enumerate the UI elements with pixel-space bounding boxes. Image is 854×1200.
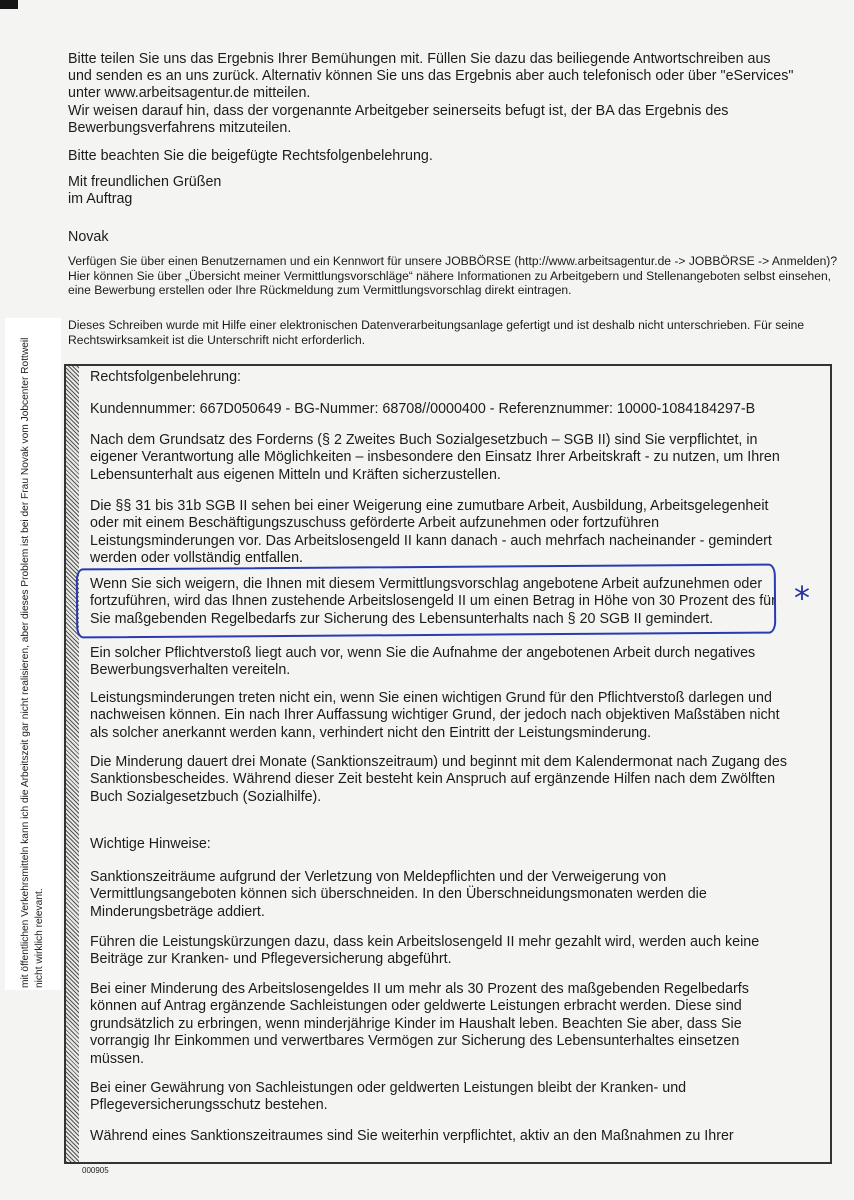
para-arbeitgeber-befugt: Wir weisen darauf hin, dass der vorgenannte Arbeitgeber seinerseits befugt ist, der BA das Ergebnis des Bewerbungsverfahrens mitzuteilen. [68, 103, 729, 137]
signature-name: Novak [68, 229, 109, 245]
side-note-text: mit öffentlichen Verkehrsmitteln kann ich die Arbeitszeit gar nicht realisieren, aber dieses Problem ist bei der Frau Novak vom Jobcenter Rottweil nicht wirklich relevant. [20, 337, 45, 988]
hinweis-versicherungsschutz: Bei einer Gewährung von Sachleistungen oder geldwerten Leistungen bleibt der Kranken- und Pflegeversicherungsschutz bestehen. [90, 1080, 687, 1114]
jobboerse-info: Verfügen Sie über einen Benutzernamen und ein Kennwort für unsere JOBBÖRSE (http://www.arbeitsagentur.de -> JOBBÖRSE -> Anmelden)? Hier können Sie über „Übersicht meiner Vermittlungsvorschläge“ nähere Informationen zu Arbeitgebern und Stellenangeboten selbst einsehen, eine Bewerbung erstellen oder Ihre Rückmeldung zum Vermittlungsvorschlag direkt eintragen. [68, 254, 838, 297]
closing-auftrag: im Auftrag [68, 191, 133, 207]
handwritten-highlight-box [76, 564, 776, 639]
hinweise-title: Wichtige Hinweise: [90, 836, 211, 852]
hatched-margin [66, 366, 79, 1162]
box-para-wichtiger-grund: Leistungsminderungen treten nicht ein, wenn Sie einen wichtigen Grund für den Pflichtverstoß darlegen und nachweisen können. Ein nach Ihrer Auffassung wichtiger Grund, der jedoch nach objektiven Maßstäben nicht als solcher anerkannt werden kann, verhindert nicht den Eintritt der Leistungsminderung. [90, 690, 780, 741]
customer-ids: Kundennummer: 667D050649 - BG-Nummer: 68708//0000400 - Referenznummer: 10000-1084184297-B [90, 401, 756, 417]
box-para-paragraphen: Die §§ 31 bis 31b SGB II sehen bei einer Weigerung eine zumutbare Arbeit, Ausbildung, Arbeitsgelegenheit oder mit einem Beschäftigungszuschuss geförderte Arbeit aufzunehmen oder fortzuführen Leistungsminderungen vor. Das Arbeitslosengeld II kann danach - auch mehrfach nacheinander - gemindert werden oder vollständig entfallen. [90, 498, 772, 567]
side-note-sticker [5, 318, 61, 990]
box-para-30-prozent: Wenn Sie sich weigern, die Ihnen mit diesem Vermittlungsvorschlag angebotene Arbeit aufzunehmen oder fortzuführen, wird das Ihnen zustehende Arbeitslosengeld II um einen Betrag in Höhe von 30 Prozent des für Sie maßgebenden Regelbedarfs zur Sicherung des Lebensunterhalts nach § 20 SGB II gemindert. [90, 576, 776, 627]
para-rechtsfolgen-hinweis: Bitte beachten Sie die beigefügte Rechtsfolgenbelehrung. [68, 148, 433, 164]
hinweis-leistungskuerzung: Führen die Leistungskürzungen dazu, dass kein Arbeitslosengeld II mehr gezahlt wird, werden auch keine Beiträge zur Kranken- und Pflegeversicherung abgeführt. [90, 934, 760, 968]
closing-greeting: Mit freundlichen Grüßen [68, 174, 222, 190]
hinweis-sanktionszeitraeume: Sanktionszeiträume aufgrund der Verletzung von Meldepflichten und der Verweigerung von Vermittlungsangeboten können sich überschneiden. In den Überschneidungsmonaten werden die Minderungsbeträge addiert. [90, 869, 707, 920]
para-ergebnis: Bitte teilen Sie uns das Ergebnis Ihrer Bemühungen mit. Füllen Sie dazu das beiliegende Antwortschreiben aus und senden es an uns zurück. Alternativ können Sie uns das Ergebnis aber auch telefonisch oder über "eServices" unter www.arbeitsagentur.de mitteilen. [68, 51, 794, 102]
box-para-pflichtverstoss: Ein solcher Pflichtverstoß liegt auch vor, wenn Sie die Aufnahme der angebotenen Arbeit durch negatives Bewerbungsverhalten vereiteln. [90, 645, 756, 679]
hinweis-sanktionszeitraum-pflicht: Während eines Sanktionszeitraumes sind Sie weiterhin verpflichtet, aktiv an den Maßnahmen zu Ihrer [90, 1128, 734, 1144]
edv-notice: Dieses Schreiben wurde mit Hilfe einer elektronischen Datenverarbeitungsanlage gefertigt und ist deshalb nicht unterschrieben. Für seine Rechtswirksamkeit ist die Unterschrift nicht erforderlich. [68, 318, 805, 347]
box-para-minderung-dauer: Die Minderung dauert drei Monate (Sanktionszeitraum) und beginnt mit dem Kalendermonat nach Zugang des Sanktionsbescheides. Während dieser Zeit besteht kein Anspruch auf ergänzende Hilfen nach dem Zwölften Buch Sozialgesetzbuch (Sozialhilfe). [90, 754, 787, 805]
scan-corner-mark [0, 0, 18, 9]
page-code: 000905 [82, 1166, 109, 1175]
hinweis-sachleistungen: Bei einer Minderung des Arbeitslosengeldes II um mehr als 30 Prozent des maßgebenden Regelbedarfs können auf Antrag ergänzende Sachleistungen oder geldwerte Leistungen erbracht werden. Diese sind grundsätzlich zu erbringen, wenn minderjährige Kinder im Haushalt leben. Beachten Sie aber, dass Sie vorrangig Ihr Einkommen und verwertbares Vermögen zur Sicherung des Lebensunterhaltes einsetzen müssen. [90, 981, 749, 1067]
handwritten-asterisk-right: * [794, 579, 810, 617]
box-title: Rechtsfolgenbelehrung: [90, 369, 242, 385]
box-para-fordern: Nach dem Grundsatz des Forderns (§ 2 Zweites Buch Sozialgesetzbuch – SGB II) sind Sie verpflichtet, in eigener Verantwortung alle Möglichkeiten – insbesondere den Einsatz Ihrer Arbeitskraft - zu nutzen, um Ihren Lebensunterhalt aus eigenen Mitteln und Kräften sicherzustellen. [90, 432, 780, 483]
